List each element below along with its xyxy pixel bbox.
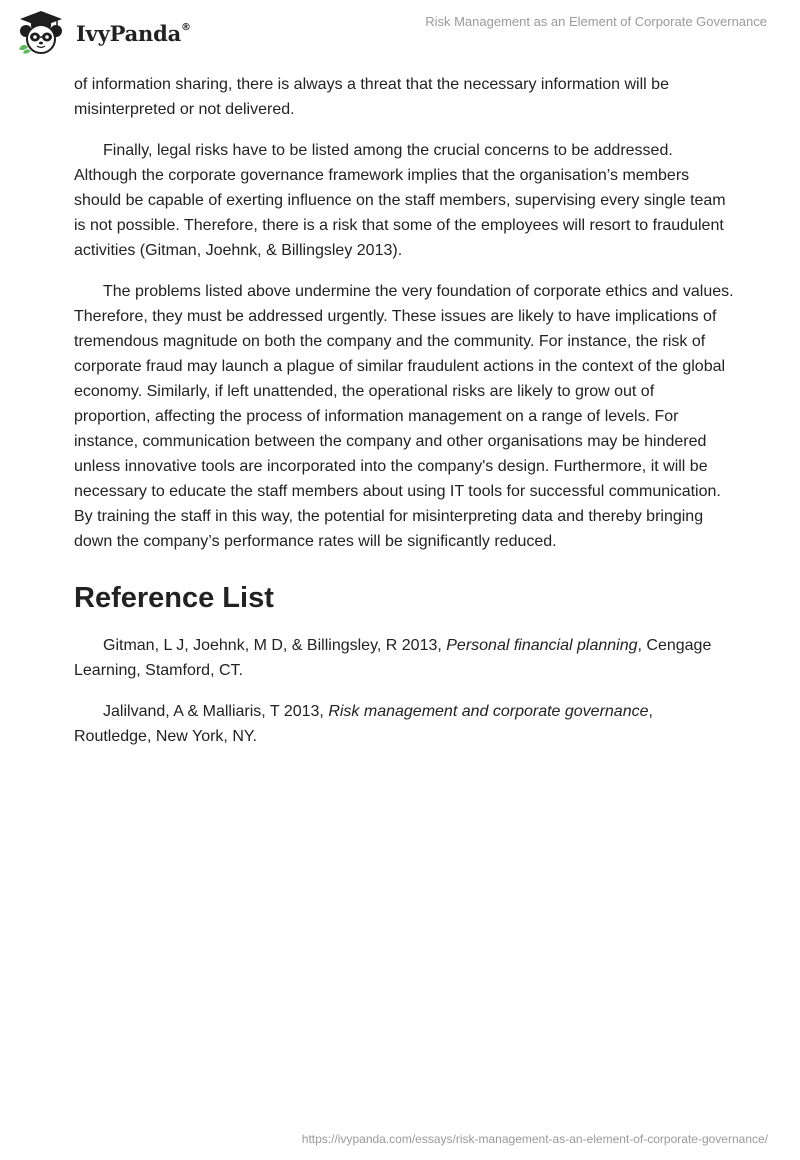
registered-mark: ®	[181, 21, 191, 33]
ivypanda-logo[interactable]	[16, 9, 191, 55]
source-url-link[interactable]: https://ivypanda.com/essays/risk-management-as-an-element-of-corporate-governance/	[301, 1132, 768, 1146]
page-header	[0, 0, 800, 66]
essay-content	[74, 72, 734, 765]
reference-list-heading: Reference List	[74, 582, 274, 614]
panda-graduate-icon	[16, 9, 66, 55]
reference-authors: Gitman, L J, Joehnk, M D, & Billingsley, R 2013,	[103, 637, 447, 654]
reference-publisher: , Routledge, New York, NY.	[74, 703, 653, 745]
reference-title: Risk management and corporate governance	[328, 703, 649, 720]
reference-authors: Jalilvand, A & Malliaris, T 2013,	[103, 703, 329, 720]
reference-item	[74, 699, 734, 749]
reference-publisher: , Cengage Learning, Stamford, CT.	[74, 637, 712, 679]
brand-text: IvyPanda	[76, 20, 182, 46]
brand-name	[76, 21, 191, 46]
reference-title: Personal financial planning	[446, 637, 638, 654]
reference-item	[74, 633, 734, 683]
paragraph-legal-risks: Finally, legal risks have to be listed among the crucial concerns to be addressed. Although the corporate governance framework implies that the organisation’s members should be capable of exerting influence on the staff members, supervising every single team is not possible. Therefore, there is a risk that some of the employees will resort to fraudulent activities (Gitman, Joehnk, & Billingsley 2013).	[74, 142, 726, 259]
paragraph-continued: of information sharing, there is always a threat that the necessary information will be misinterpreted or not delivered.	[74, 76, 669, 118]
paragraph-problems: The problems listed above undermine the very foundation of corporate ethics and values. Therefore, they must be addressed urgently. These issues are likely to have implications of tremendous magnitude on both the company and the community. For instance, the risk of corporate fraud may launch a plague of similar fraudulent actions in the context of the global economy. Similarly, if left unattended, the operational risks are likely to grow out of proportion, affecting the process of information management on a range of levels. For instance, communication between the company and other organisations may be hindered unless innovative tools are incorporated into the company's design. Furthermore, it will be necessary to educate the staff members about using IT tools for successful communication. By training the staff in this way, the potential for misinterpreting data and thereby bringing down the company’s performance rates will be significantly reduced.	[74, 283, 734, 550]
running-title: Risk Management as an Element of Corporate Governance	[425, 14, 767, 29]
